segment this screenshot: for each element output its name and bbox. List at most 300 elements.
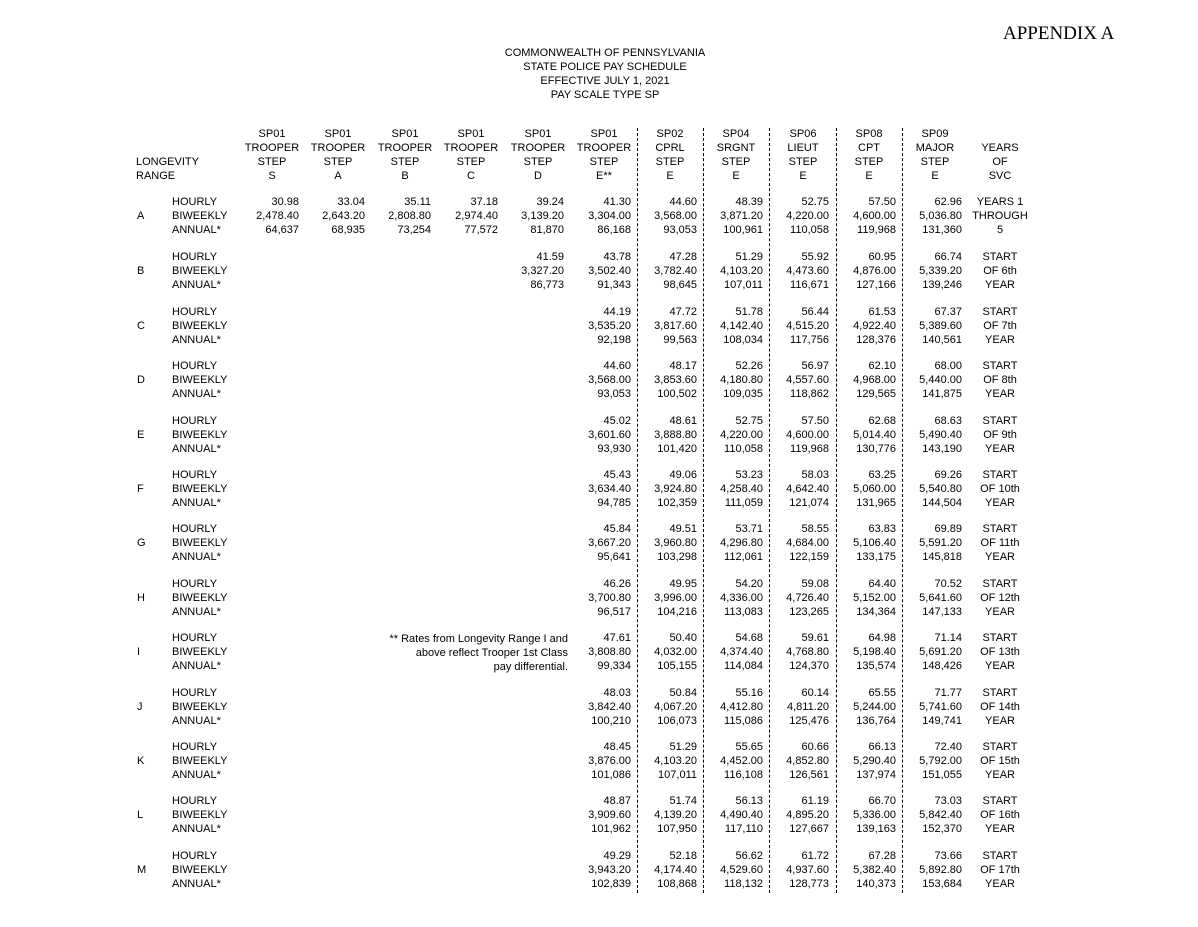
biweekly-rate: 3,960.80	[654, 537, 697, 549]
hourly-rate: 56.62	[735, 850, 763, 862]
years-line: OF 6th	[983, 265, 1017, 277]
hourly-rate: 47.72	[669, 306, 697, 318]
annual-rate: 116,671	[790, 279, 829, 291]
hourly-rate: 56.44	[801, 306, 829, 318]
longevity-range-group	[0, 195, 1198, 237]
years-of-service	[965, 849, 1035, 891]
biweekly-rate: 5,036.80	[919, 210, 962, 222]
rate-type-label: ANNUAL*	[172, 497, 221, 509]
years-line: YEAR	[985, 823, 1015, 835]
hourly-rate: 52.18	[669, 850, 697, 862]
rate-type-label: BIWEEKLY	[172, 701, 228, 713]
years-line: OF 15th	[980, 755, 1020, 767]
biweekly-rate: 5,106.40	[853, 537, 896, 549]
column-header-line: D	[534, 170, 542, 182]
hourly-rate: 48.45	[603, 741, 631, 753]
hourly-rate: 63.25	[868, 469, 896, 481]
hourly-rate: 53.71	[735, 523, 763, 535]
hourly-rate: 51.78	[735, 306, 763, 318]
years-of-service	[965, 359, 1035, 401]
hourly-rate: 52.75	[735, 415, 763, 427]
annual-rate: 86,168	[597, 224, 631, 236]
hourly-rate: 55.16	[735, 687, 763, 699]
rate-type-label: ANNUAL*	[172, 279, 221, 291]
biweekly-rate: 3,502.40	[588, 265, 631, 277]
pay-cell	[882, 250, 962, 292]
annual-rate: 147,133	[922, 606, 962, 618]
biweekly-rate: 5,339.20	[919, 265, 962, 277]
column-header-line: E	[732, 170, 740, 182]
hourly-rate: 61.72	[801, 850, 829, 862]
biweekly-rate: 5,014.40	[853, 429, 896, 441]
annual-rate: 116,108	[724, 769, 763, 781]
range-letter: C	[137, 320, 145, 332]
biweekly-rate: 4,811.20	[786, 701, 829, 713]
hourly-rate: 54.20	[735, 578, 763, 590]
rate-type-label: ANNUAL*	[172, 660, 221, 672]
header-line: COMMONWEALTH OF PENNSYLVANIA	[504, 47, 706, 59]
longevity-range-group	[0, 794, 1198, 836]
footnote-line: ** Rates from Longevity Range I and	[389, 633, 568, 645]
hourly-rate: 44.60	[669, 196, 697, 208]
hourly-rate: 56.97	[801, 360, 829, 372]
years-heading-line: YEARS	[981, 142, 1019, 154]
rate-type-label: BIWEEKLY	[172, 320, 228, 332]
biweekly-rate: 3,568.00	[588, 374, 631, 386]
pay-cell	[882, 794, 962, 836]
biweekly-rate: 4,600.00	[786, 429, 829, 441]
biweekly-rate: 3,943.20	[588, 864, 631, 876]
annual-rate: 103,298	[657, 551, 697, 563]
biweekly-rate: 3,996.00	[654, 592, 697, 604]
longevity-heading-line: RANGE	[136, 170, 176, 182]
years-line: START	[982, 306, 1018, 318]
years-line: START	[982, 523, 1018, 535]
hourly-rate: 48.87	[603, 795, 631, 807]
column-header-line: TROOPER	[244, 142, 300, 154]
biweekly-rate: 5,290.40	[853, 755, 896, 767]
rate-type-label: HOURLY	[172, 196, 218, 208]
biweekly-rate: 4,600.00	[853, 210, 896, 222]
column-header-line: CPRL	[655, 142, 685, 154]
annual-rate: 105,155	[657, 660, 697, 672]
biweekly-rate: 5,741.60	[919, 701, 962, 713]
hourly-rate: 61.19	[801, 795, 829, 807]
rate-type-labels	[172, 740, 227, 782]
pay-cell	[882, 849, 962, 891]
annual-rate: 143,190	[922, 443, 962, 455]
biweekly-rate: 5,641.60	[919, 592, 962, 604]
biweekly-rate: 5,842.40	[919, 809, 962, 821]
years-line: START	[982, 687, 1018, 699]
annual-rate: 93,053	[597, 388, 631, 400]
hourly-rate: 68.00	[934, 360, 962, 372]
longevity-range-group	[0, 686, 1198, 728]
annual-rate: 129,565	[856, 388, 896, 400]
hourly-rate: 67.37	[934, 306, 962, 318]
hourly-rate: 51.29	[735, 251, 763, 263]
hourly-rate: 60.95	[868, 251, 896, 263]
column-header-line: STEP	[655, 156, 685, 168]
biweekly-rate: 4,876.00	[853, 265, 896, 277]
years-line: OF 16th	[980, 809, 1020, 821]
rate-type-label: HOURLY	[172, 578, 218, 590]
annual-rate: 101,086	[591, 769, 631, 781]
annual-rate: 100,502	[657, 388, 697, 400]
column-header-line: TROOPER	[576, 142, 632, 154]
biweekly-rate: 2,974.40	[455, 210, 498, 222]
column-header-line: SP01	[590, 128, 618, 140]
rate-type-label: BIWEEKLY	[172, 374, 228, 386]
biweekly-rate: 4,473.60	[786, 265, 829, 277]
years-line: OF 10th	[980, 483, 1020, 495]
biweekly-rate: 3,876.00	[588, 755, 631, 767]
years-line: YEAR	[985, 334, 1015, 346]
annual-rate: 73,254	[397, 224, 431, 236]
hourly-rate: 53.23	[735, 469, 763, 481]
biweekly-rate: 3,327.20	[521, 265, 564, 277]
hourly-rate: 45.43	[603, 469, 631, 481]
hourly-rate: 58.03	[801, 469, 829, 481]
longevity-range-group	[0, 414, 1198, 456]
biweekly-rate: 4,258.40	[720, 483, 763, 495]
years-line: YEAR	[985, 660, 1015, 672]
hourly-rate: 52.26	[735, 360, 763, 372]
range-letter: D	[137, 374, 145, 386]
column-header-line: A	[334, 170, 342, 182]
annual-rate: 134,364	[856, 606, 896, 618]
hourly-rate: 64.98	[868, 632, 896, 644]
column-header-line: SP01	[524, 128, 552, 140]
annual-rate: 119,968	[857, 224, 896, 236]
pay-cell	[882, 305, 962, 347]
hourly-rate: 47.28	[669, 251, 697, 263]
annual-rate: 139,246	[922, 279, 962, 291]
longevity-range-group	[0, 359, 1198, 401]
annual-rate: 112,061	[724, 551, 763, 563]
rate-type-label: ANNUAL*	[172, 551, 221, 563]
biweekly-rate: 4,336.00	[720, 592, 763, 604]
hourly-rate: 47.61	[603, 632, 631, 644]
biweekly-rate: 3,817.60	[654, 320, 697, 332]
hourly-rate: 43.78	[603, 251, 631, 263]
hourly-rate: 63.83	[868, 523, 896, 535]
years-of-service-heading	[965, 141, 1035, 183]
column-header-line: E	[799, 170, 807, 182]
column-header-line: STEP	[390, 156, 420, 168]
rate-type-labels	[172, 577, 227, 619]
years-line: YEAR	[985, 878, 1015, 890]
rate-type-labels	[172, 686, 227, 728]
annual-rate: 111,059	[724, 497, 763, 509]
annual-rate: 107,950	[657, 823, 697, 835]
annual-rate: 104,216	[657, 606, 697, 618]
hourly-rate: 59.08	[801, 578, 829, 590]
hourly-rate: 48.39	[735, 196, 763, 208]
annual-rate: 126,561	[789, 769, 829, 781]
column-header-line: E**	[596, 170, 612, 182]
hourly-rate: 65.55	[868, 687, 896, 699]
annual-rate: 114,084	[724, 660, 763, 672]
years-line: OF 13th	[980, 646, 1020, 658]
biweekly-rate: 3,924.80	[654, 483, 697, 495]
hourly-rate: 49.29	[603, 850, 631, 862]
rate-type-labels	[172, 414, 227, 456]
range-letter: E	[137, 429, 145, 441]
pay-cell	[882, 686, 962, 728]
column-header-line: E	[931, 170, 939, 182]
column-header-line: STEP	[920, 156, 950, 168]
hourly-rate: 73.03	[934, 795, 962, 807]
biweekly-rate: 4,220.00	[786, 210, 829, 222]
pay-cell	[882, 359, 962, 401]
hourly-rate: 73.66	[934, 850, 962, 862]
biweekly-rate: 5,382.40	[853, 864, 896, 876]
annual-rate: 128,376	[856, 334, 896, 346]
years-line: START	[982, 795, 1018, 807]
annual-rate: 86,773	[530, 279, 564, 291]
hourly-rate: 48.03	[603, 687, 631, 699]
annual-rate: 118,132	[724, 878, 763, 890]
annual-rate: 130,776	[856, 443, 896, 455]
annual-rate: 102,839	[591, 878, 631, 890]
annual-rate: 81,870	[530, 224, 564, 236]
annual-rate: 123,265	[789, 606, 829, 618]
rate-type-label: ANNUAL*	[172, 769, 221, 781]
biweekly-rate: 4,490.40	[720, 809, 763, 821]
hourly-rate: 61.53	[868, 306, 896, 318]
annual-rate: 124,370	[789, 660, 829, 672]
pay-cell	[882, 740, 962, 782]
longevity-range-heading	[136, 155, 199, 183]
annual-rate: 139,163	[856, 823, 896, 835]
annual-rate: 68,935	[331, 224, 365, 236]
column-header-line: SP01	[391, 128, 419, 140]
hourly-rate: 44.60	[603, 360, 631, 372]
annual-rate: 95,641	[597, 551, 631, 563]
rate-type-label: BIWEEKLY	[172, 537, 228, 549]
rate-type-labels	[172, 468, 227, 510]
hourly-rate: 49.51	[669, 523, 697, 535]
years-line: START	[982, 632, 1018, 644]
annual-rate: 133,175	[856, 551, 896, 563]
annual-rate: 140,373	[856, 878, 896, 890]
rate-type-label: HOURLY	[172, 523, 218, 535]
biweekly-rate: 3,700.80	[588, 592, 631, 604]
annual-rate: 144,504	[922, 497, 962, 509]
pay-cell	[882, 577, 962, 619]
years-line: START	[982, 360, 1018, 372]
biweekly-rate: 5,440.00	[919, 374, 962, 386]
hourly-rate: 48.17	[669, 360, 697, 372]
biweekly-rate: 4,452.00	[720, 755, 763, 767]
column-header-line: SP01	[324, 128, 352, 140]
hourly-rate: 66.13	[868, 741, 896, 753]
column-header	[895, 127, 975, 183]
rate-type-label: BIWEEKLY	[172, 210, 228, 222]
hourly-rate: 49.95	[669, 578, 697, 590]
years-line: YEAR	[985, 769, 1015, 781]
biweekly-rate: 3,808.80	[588, 646, 631, 658]
column-header-line: TROOPER	[377, 142, 433, 154]
column-header-line: STEP	[257, 156, 287, 168]
hourly-rate: 66.70	[868, 795, 896, 807]
hourly-rate: 71.14	[934, 632, 962, 644]
years-of-service	[965, 577, 1035, 619]
biweekly-rate: 4,139.20	[654, 809, 697, 821]
years-line: OF 12th	[980, 592, 1020, 604]
hourly-rate: 60.14	[801, 687, 829, 699]
rate-type-label: BIWEEKLY	[172, 592, 228, 604]
rate-type-label: HOURLY	[172, 251, 218, 263]
annual-rate: 121,074	[789, 497, 829, 509]
annual-rate: 141,875	[922, 388, 962, 400]
rate-type-label: HOURLY	[172, 360, 218, 372]
rate-type-label: BIWEEKLY	[172, 809, 228, 821]
range-letter: L	[137, 809, 144, 821]
biweekly-rate: 4,180.80	[720, 374, 763, 386]
years-line: YEAR	[985, 497, 1015, 509]
rate-type-label: BIWEEKLY	[172, 483, 228, 495]
hourly-rate: 51.74	[669, 795, 697, 807]
rate-type-label: ANNUAL*	[172, 224, 221, 236]
column-header-line: B	[401, 170, 409, 182]
biweekly-rate: 3,871.20	[720, 210, 763, 222]
biweekly-rate: 4,726.40	[786, 592, 829, 604]
years-line: YEAR	[985, 279, 1015, 291]
column-header-line: S	[268, 170, 276, 182]
biweekly-rate: 3,634.40	[588, 483, 631, 495]
annual-rate: 153,684	[922, 878, 962, 890]
rate-type-label: BIWEEKLY	[172, 755, 228, 767]
annual-rate: 100,210	[591, 715, 631, 727]
hourly-rate: 71.77	[934, 687, 962, 699]
annual-rate: 140,561	[922, 334, 962, 346]
range-letter: G	[137, 537, 146, 549]
annual-rate: 110,058	[724, 443, 763, 455]
pay-cell	[882, 195, 962, 237]
hourly-rate: 46.26	[603, 578, 631, 590]
range-letter: K	[137, 755, 145, 767]
biweekly-rate: 3,568.00	[654, 210, 697, 222]
years-line: 5	[996, 224, 1004, 236]
biweekly-rate: 4,968.00	[853, 374, 896, 386]
years-of-service	[965, 414, 1035, 456]
hourly-rate: 72.40	[934, 741, 962, 753]
biweekly-rate: 5,591.20	[919, 537, 962, 549]
biweekly-rate: 4,768.80	[786, 646, 829, 658]
biweekly-rate: 5,336.00	[853, 809, 896, 821]
biweekly-rate: 4,296.80	[720, 537, 763, 549]
rate-type-label: ANNUAL*	[172, 443, 221, 455]
rate-type-label: BIWEEKLY	[172, 646, 228, 658]
pay-cell	[882, 522, 962, 564]
longevity-range-group	[0, 522, 1198, 564]
rate-type-label: BIWEEKLY	[172, 864, 228, 876]
years-of-service	[965, 305, 1035, 347]
annual-rate: 122,159	[789, 551, 829, 563]
range-letter: M	[137, 864, 147, 876]
column-header-line: STEP	[323, 156, 353, 168]
hourly-rate: 66.74	[934, 251, 962, 263]
hourly-rate: 62.96	[934, 196, 962, 208]
column-header-line: SP02	[656, 128, 684, 140]
annual-rate: 145,818	[922, 551, 962, 563]
years-line: START	[982, 415, 1018, 427]
years-line: START	[982, 578, 1018, 590]
years-line: THROUGH	[972, 210, 1028, 222]
annual-rate: 108,868	[657, 878, 697, 890]
rate-type-label: ANNUAL*	[172, 715, 221, 727]
longevity-range-group	[0, 849, 1198, 891]
annual-rate: 131,360	[922, 224, 962, 236]
annual-rate: 91,343	[597, 279, 631, 291]
longevity-range-group	[0, 577, 1198, 619]
years-heading-line: OF	[992, 156, 1008, 168]
annual-rate: 92,198	[597, 334, 631, 346]
annual-rate: 137,974	[856, 769, 896, 781]
hourly-rate: 44.19	[603, 306, 631, 318]
biweekly-rate: 4,852.80	[786, 755, 829, 767]
range-letter: F	[137, 483, 144, 495]
years-of-service	[965, 794, 1035, 836]
column-header-line: LIEUT	[787, 142, 819, 154]
rate-type-label: HOURLY	[172, 469, 218, 481]
hourly-rate: 55.65	[735, 741, 763, 753]
biweekly-rate: 4,529.60	[720, 864, 763, 876]
years-of-service	[965, 195, 1035, 237]
hourly-rate: 52.75	[801, 196, 829, 208]
years-of-service	[965, 522, 1035, 564]
rate-type-label: ANNUAL*	[172, 878, 221, 890]
years-line: YEAR	[985, 443, 1015, 455]
hourly-rate: 39.24	[536, 196, 564, 208]
biweekly-rate: 3,853.60	[654, 374, 697, 386]
biweekly-rate: 5,892.80	[919, 864, 962, 876]
years-line: OF 9th	[983, 429, 1017, 441]
biweekly-rate: 3,139.20	[521, 210, 564, 222]
biweekly-rate: 5,540.80	[919, 483, 962, 495]
column-header-line: STEP	[788, 156, 818, 168]
annual-rate: 99,563	[663, 334, 697, 346]
hourly-rate: 70.52	[934, 578, 962, 590]
years-line: YEAR	[985, 551, 1015, 563]
biweekly-rate: 4,103.20	[654, 755, 697, 767]
hourly-rate: 64.40	[868, 578, 896, 590]
hourly-rate: 50.40	[669, 632, 697, 644]
longevity-range-group	[0, 740, 1198, 782]
rate-type-labels	[172, 250, 227, 292]
years-line: OF 7th	[983, 320, 1017, 332]
hourly-rate: 41.30	[603, 196, 631, 208]
annual-rate: 107,011	[658, 769, 697, 781]
biweekly-rate: 4,067.20	[654, 701, 697, 713]
hourly-rate: 67.28	[868, 850, 896, 862]
annual-rate: 128,773	[789, 878, 829, 890]
biweekly-rate: 5,244.00	[853, 701, 896, 713]
annual-rate: 136,764	[856, 715, 896, 727]
annual-rate: 96,517	[597, 606, 631, 618]
rate-type-labels	[172, 359, 227, 401]
rate-type-label: HOURLY	[172, 795, 218, 807]
document-header	[405, 46, 805, 102]
longevity-range-group	[0, 631, 1198, 673]
years-heading-line: SVC	[988, 170, 1012, 182]
hourly-rate: 57.50	[801, 415, 829, 427]
annual-rate: 125,476	[789, 715, 829, 727]
years-of-service	[965, 631, 1035, 673]
years-line: OF 17th	[980, 864, 1020, 876]
